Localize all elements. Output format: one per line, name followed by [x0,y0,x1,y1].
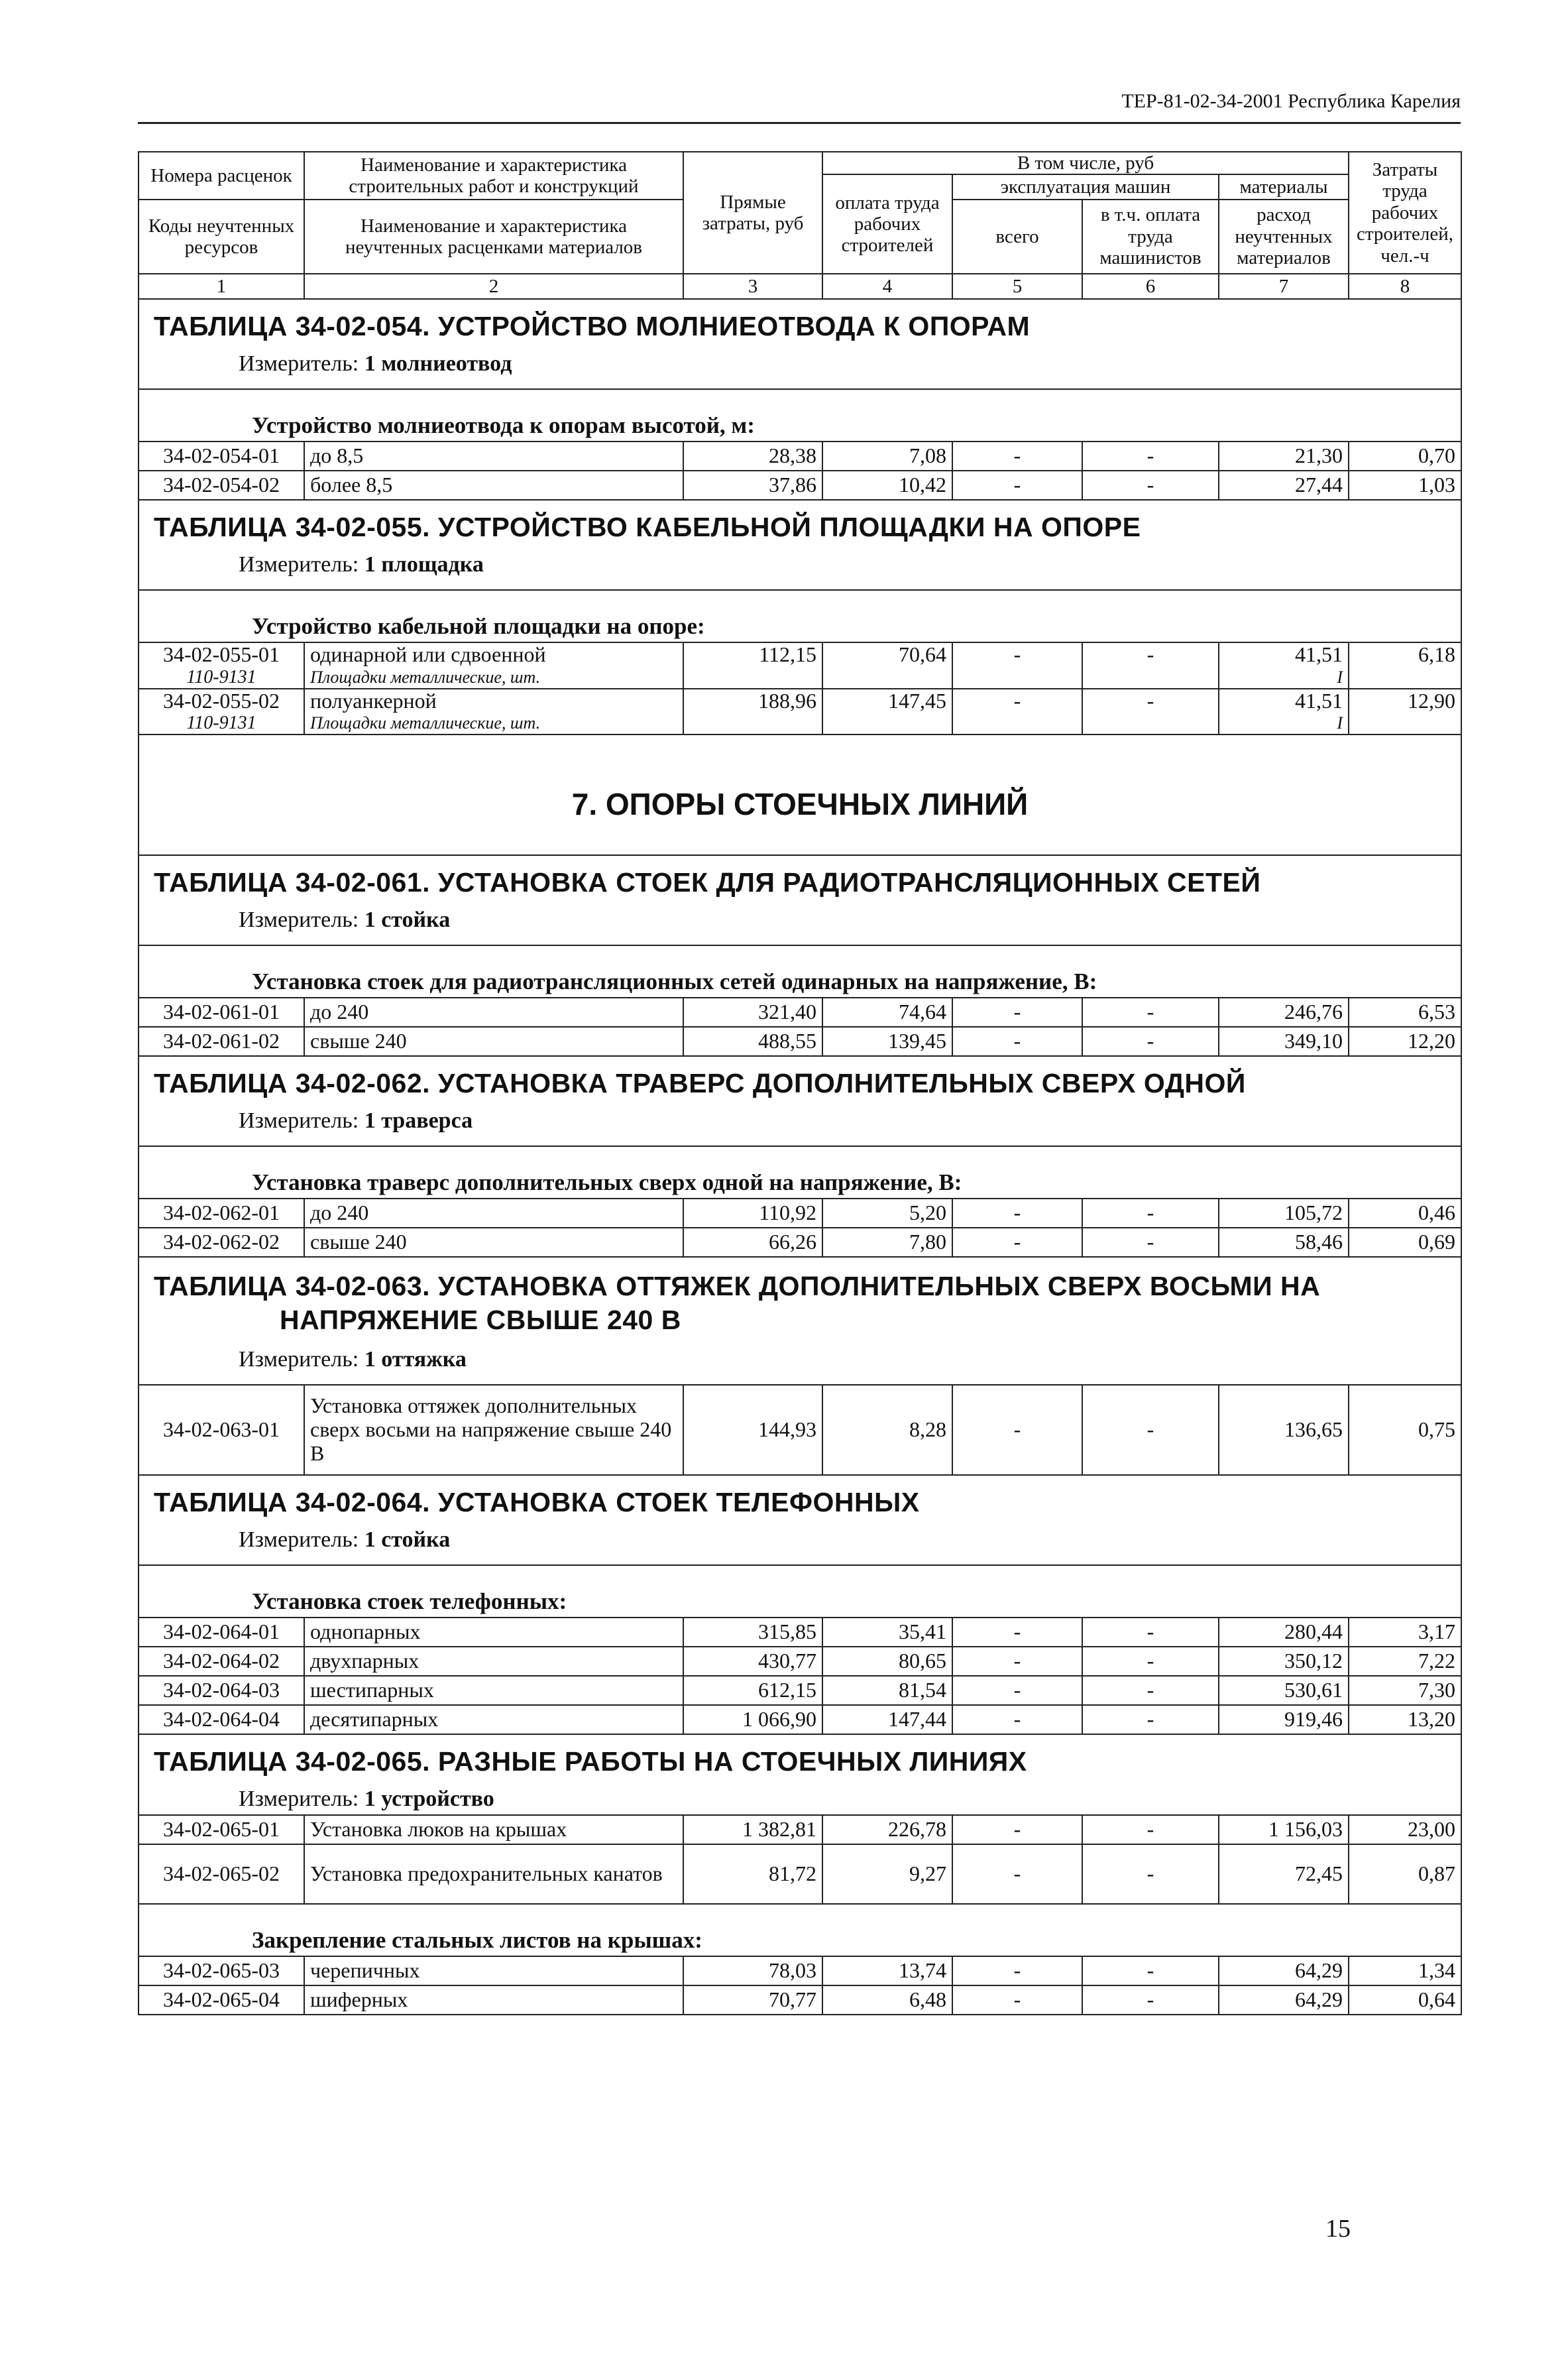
table-cell: 34-02-065-01 [139,1815,304,1844]
table-cell: 6,18 [1349,642,1461,688]
table-cell: 74,64 [822,998,952,1027]
column-number: 7 [1219,274,1349,299]
table-cell: 0,70 [1349,442,1461,471]
table-cell: - [1082,442,1219,471]
table-cell: - [1082,1705,1219,1734]
table-row [139,1705,1461,1734]
column-number-row [139,274,1461,299]
rates-table [138,151,1462,2015]
table-row [139,1618,1461,1647]
measurement-unit: Измеритель: 1 устройство [139,1781,1461,1815]
table-cell: 41,51 [1219,642,1349,667]
column-number: 4 [822,274,952,299]
table-row [139,1956,1461,1985]
table-cell: - [952,1618,1082,1647]
table-cell: 34-02-054-01 [139,442,304,471]
table-cell: 315,85 [683,1618,822,1647]
table-cell: 34-02-055-01 [139,642,304,667]
table-cell: - [952,1199,1082,1228]
table-cell: Площадки металлические, шт. [304,667,683,688]
table-cell: полуанкерной [304,689,683,713]
table-cell: - [1082,1618,1219,1647]
table-cell: 21,30 [1219,442,1349,471]
table-title: ТАБЛИЦА 34-02-061. УСТАНОВКА СТОЕК ДЛЯ РАДИОТРАНСЛЯЦИОННЫХ СЕТЕЙ [139,855,1461,902]
table-cell: 12,20 [1349,1027,1461,1056]
col-header-materials: материалы [1219,174,1349,200]
table-cell: 5,20 [822,1199,952,1228]
group-heading: Установка стоек для радиотрансляционных сетей одинарных на напряжение, В: [139,945,1461,998]
table-cell: 488,55 [683,1027,822,1056]
table-cell: 1 382,81 [683,1815,822,1844]
table-row [139,1385,1461,1475]
column-number: 6 [1082,274,1219,299]
table-cell: 35,41 [822,1618,952,1647]
table-cell: 147,45 [822,689,952,735]
col-header-material-name: Наименование и характеристика неучтенных расценками материалов [304,200,683,274]
table-cell: - [952,1647,1082,1676]
table-cell: 34-02-061-01 [139,998,304,1027]
table-title: ТАБЛИЦА 34-02-064. УСТАНОВКА СТОЕК ТЕЛЕФОННЫХ [139,1475,1461,1522]
table-cell: - [1082,642,1219,688]
table-row [139,471,1461,500]
table-cell: - [1082,1199,1219,1228]
table-cell: 9,27 [822,1844,952,1904]
table-row [139,1815,1461,1844]
table-cell: Площадки металлические, шт. [304,713,683,734]
table-cell: до 240 [304,1199,683,1228]
table-cell: - [952,1027,1082,1056]
table-cell: 13,20 [1349,1705,1461,1734]
col-header-machines: эксплуатация машин [952,174,1219,200]
column-number: 5 [952,274,1082,299]
table-row [139,442,1461,471]
table-cell: 34-02-065-04 [139,1985,304,2015]
table-cell: 28,38 [683,442,822,471]
col-header-resource-codes: Коды неучтенных ресурсов [139,200,304,274]
table-cell: 1 066,90 [683,1705,822,1734]
table-cell: 37,86 [683,471,822,500]
table-cell: 34-02-061-02 [139,1027,304,1056]
section-heading: 7. ОПОРЫ СТОЕЧНЫХ ЛИНИЙ [139,735,1461,855]
measurement-unit: Измеритель: 1 стойка [139,1522,1461,1565]
table-title: ТАБЛИЦА 34-02-062. УСТАНОВКА ТРАВЕРС ДОПОЛНИТЕЛЬНЫХ СВЕРХ ОДНОЙ [139,1056,1461,1103]
table-cell: 78,03 [683,1956,822,1985]
table-cell: 27,44 [1219,471,1349,500]
table-cell: 7,22 [1349,1647,1461,1676]
table-cell: 0,46 [1349,1199,1461,1228]
table-cell: 8,28 [822,1385,952,1475]
table-cell: 6,48 [822,1985,952,2015]
table-cell: - [1082,1676,1219,1705]
table-cell: свыше 240 [304,1228,683,1257]
table-cell: 280,44 [1219,1618,1349,1647]
table-cell: - [952,1228,1082,1257]
table-cell: 147,44 [822,1705,952,1734]
table-cell: до 8,5 [304,442,683,471]
table-cell: 23,00 [1349,1815,1461,1844]
table-cell: 0,87 [1349,1844,1461,1904]
table-cell: 0,75 [1349,1385,1461,1475]
table-cell: - [1082,1027,1219,1056]
table-cell: 7,80 [822,1228,952,1257]
table-cell: - [952,1985,1082,2015]
table-cell: 105,72 [1219,1199,1349,1228]
table-cell: 139,45 [822,1027,952,1056]
table-row [139,642,1461,667]
header-rule [138,122,1461,124]
group-heading: Установка траверс дополнительных сверх одной на напряжение, В: [139,1146,1461,1199]
table-cell: - [952,689,1082,735]
table-cell: 34-02-063-01 [139,1385,304,1475]
table-cell: 6,53 [1349,998,1461,1027]
table-cell: 430,77 [683,1647,822,1676]
table-cell: 81,54 [822,1676,952,1705]
table-cell: 34-02-064-03 [139,1676,304,1705]
table-cell: черепичных [304,1956,683,1985]
table-cell: 34-02-062-01 [139,1199,304,1228]
col-header-work-name: Наименование и характеристика строительных работ и конструкций [304,152,683,200]
table-cell: - [1082,1385,1219,1475]
table-cell: 321,40 [683,998,822,1027]
col-header-material-consumption: расход неучтенных материалов [1219,200,1349,274]
table-cell: 64,29 [1219,1956,1349,1985]
table-cell: 12,90 [1349,689,1461,735]
table-cell: - [1082,998,1219,1027]
table-title: ТАБЛИЦА 34-02-065. РАЗНЫЕ РАБОТЫ НА СТОЕЧНЫХ ЛИНИЯХ [139,1734,1461,1781]
table-cell: Установка люков на крышах [304,1815,683,1844]
table-cell: 64,29 [1219,1985,1349,2015]
table-row [139,1647,1461,1676]
document-header: ТЕР-81-02-34-2001 Республика Карелия [1121,90,1461,112]
table-cell: 70,64 [822,642,952,688]
table-row [139,1844,1461,1904]
table-cell: двухпарных [304,1647,683,1676]
table-cell: 349,10 [1219,1027,1349,1056]
col-header-rate-number: Номера расценок [139,152,304,200]
col-header-wage: оплата труда рабочих строителей [822,174,952,274]
table-cell: I [1219,713,1349,734]
column-number: 8 [1349,274,1461,299]
table-cell: - [1082,689,1219,735]
table-cell: I [1219,667,1349,688]
table-cell: 34-02-064-02 [139,1647,304,1676]
column-number: 1 [139,274,304,299]
table-cell: 34-02-064-01 [139,1618,304,1647]
table-cell: 0,69 [1349,1228,1461,1257]
table-cell: 530,61 [1219,1676,1349,1705]
table-cell: 1,03 [1349,471,1461,500]
table-cell: 919,46 [1219,1705,1349,1734]
table-cell: 81,72 [683,1844,822,1904]
table-cell: однопарных [304,1618,683,1647]
column-number: 3 [683,274,822,299]
table-cell: шиферных [304,1985,683,2015]
table-cell: одинарной или сдвоенной [304,642,683,667]
table-cell: - [1082,1647,1219,1676]
table-cell: - [1082,1815,1219,1844]
col-header-machines-total: всего [952,200,1082,274]
table-cell: - [952,471,1082,500]
table-cell: - [952,442,1082,471]
group-heading: Закрепление стальных листов на крышах: [139,1904,1461,1956]
table-row [139,1228,1461,1257]
table-cell: 34-02-065-02 [139,1844,304,1904]
table-cell: 0,64 [1349,1985,1461,2015]
measurement-unit: Измеритель: 1 траверса [139,1103,1461,1146]
table-cell: 7,30 [1349,1676,1461,1705]
table-title: ТАБЛИЦА 34-02-055. УСТРОЙСТВО КАБЕЛЬНОЙ ПЛОЩАДКИ НА ОПОРЕ [139,500,1461,547]
table-cell: - [952,1705,1082,1734]
table-cell: 612,15 [683,1676,822,1705]
table-cell: 34-02-065-03 [139,1956,304,1985]
col-header-including: В том числе, руб [822,152,1349,174]
table-cell: - [952,1844,1082,1904]
table-cell: Установка предохранительных канатов [304,1844,683,1904]
table-cell: 3,17 [1349,1618,1461,1647]
table-header-row [139,152,1461,174]
table-row [139,1199,1461,1228]
measurement-unit: Измеритель: 1 стойка [139,902,1461,945]
table-row [139,1027,1461,1056]
group-heading: Устройство молниеотвода к опорам высотой, м: [139,389,1461,442]
table-row [139,1985,1461,2015]
table-cell: 34-02-062-02 [139,1228,304,1257]
table-cell: - [952,1676,1082,1705]
table-cell: 110,92 [683,1199,822,1228]
table-title: ТАБЛИЦА 34-02-063. УСТАНОВКА ОТТЯЖЕК ДОПОЛНИТЕЛЬНЫХ СВЕРХ ВОСЬМИ НА НАПРЯЖЕНИЕ СВЫШЕ 240 В [139,1257,1461,1342]
table-cell: - [1082,1844,1219,1904]
table-cell: свыше 240 [304,1027,683,1056]
table-cell: 66,26 [683,1228,822,1257]
col-header-machinist-wage: в т.ч. оплата труда машинистов [1082,200,1219,274]
column-number: 2 [304,274,683,299]
page-number: 15 [1325,2215,1351,2243]
measurement-unit: Измеритель: 1 площадка [139,547,1461,590]
table-cell: 350,12 [1219,1647,1349,1676]
table-cell: 34-02-064-04 [139,1705,304,1734]
table-cell: 80,65 [822,1647,952,1676]
table-title: ТАБЛИЦА 34-02-054. УСТРОЙСТВО МОЛНИЕОТВОДА К ОПОРАМ [139,299,1461,346]
group-heading: Установка стоек телефонных: [139,1565,1461,1618]
table-cell: - [952,998,1082,1027]
table-row [139,998,1461,1027]
table-row [139,1676,1461,1705]
table-cell: 70,77 [683,1985,822,2015]
measurement-unit: Измеритель: 1 молниеотвод [139,346,1461,389]
table-cell: 58,46 [1219,1228,1349,1257]
table-cell: 1 156,03 [1219,1815,1349,1844]
table-cell: 246,76 [1219,998,1349,1027]
col-header-labor-hours: Затраты труда рабочих строителей, чел.-ч [1349,152,1461,274]
table-cell: - [952,1956,1082,1985]
col-header-direct-costs: Прямые затраты, руб [683,152,822,274]
table-cell: - [952,642,1082,688]
table-cell: - [1082,1956,1219,1985]
table-cell: - [1082,471,1219,500]
table-cell: 112,15 [683,642,822,688]
table-cell: 34-02-055-02 [139,689,304,713]
table-cell: - [1082,1228,1219,1257]
table-cell: 7,08 [822,442,952,471]
table-cell: более 8,5 [304,471,683,500]
table-cell: - [952,1385,1082,1475]
table-cell: 188,96 [683,689,822,735]
table-cell: 110-9131 [139,667,304,688]
table-cell: 13,74 [822,1956,952,1985]
table-cell: 1,34 [1349,1956,1461,1985]
table-cell: - [1082,1985,1219,2015]
measurement-unit: Измеритель: 1 оттяжка [139,1342,1461,1385]
table-cell: 10,42 [822,471,952,500]
table-cell: 34-02-054-02 [139,471,304,500]
table-cell: до 240 [304,998,683,1027]
table-cell: десятипарных [304,1705,683,1734]
table-cell: шестипарных [304,1676,683,1705]
group-heading: Устройство кабельной площадки на опоре: [139,590,1461,642]
table-cell: - [952,1815,1082,1844]
table-cell: 144,93 [683,1385,822,1475]
table-cell: 41,51 [1219,689,1349,713]
table-cell: 136,65 [1219,1385,1349,1475]
table-cell: Установка оттяжек дополнительных сверх восьми на напряжение свыше 240 В [304,1385,683,1475]
table-cell: 72,45 [1219,1844,1349,1904]
table-cell: 226,78 [822,1815,952,1844]
table-cell: 110-9131 [139,713,304,734]
table-row [139,689,1461,713]
